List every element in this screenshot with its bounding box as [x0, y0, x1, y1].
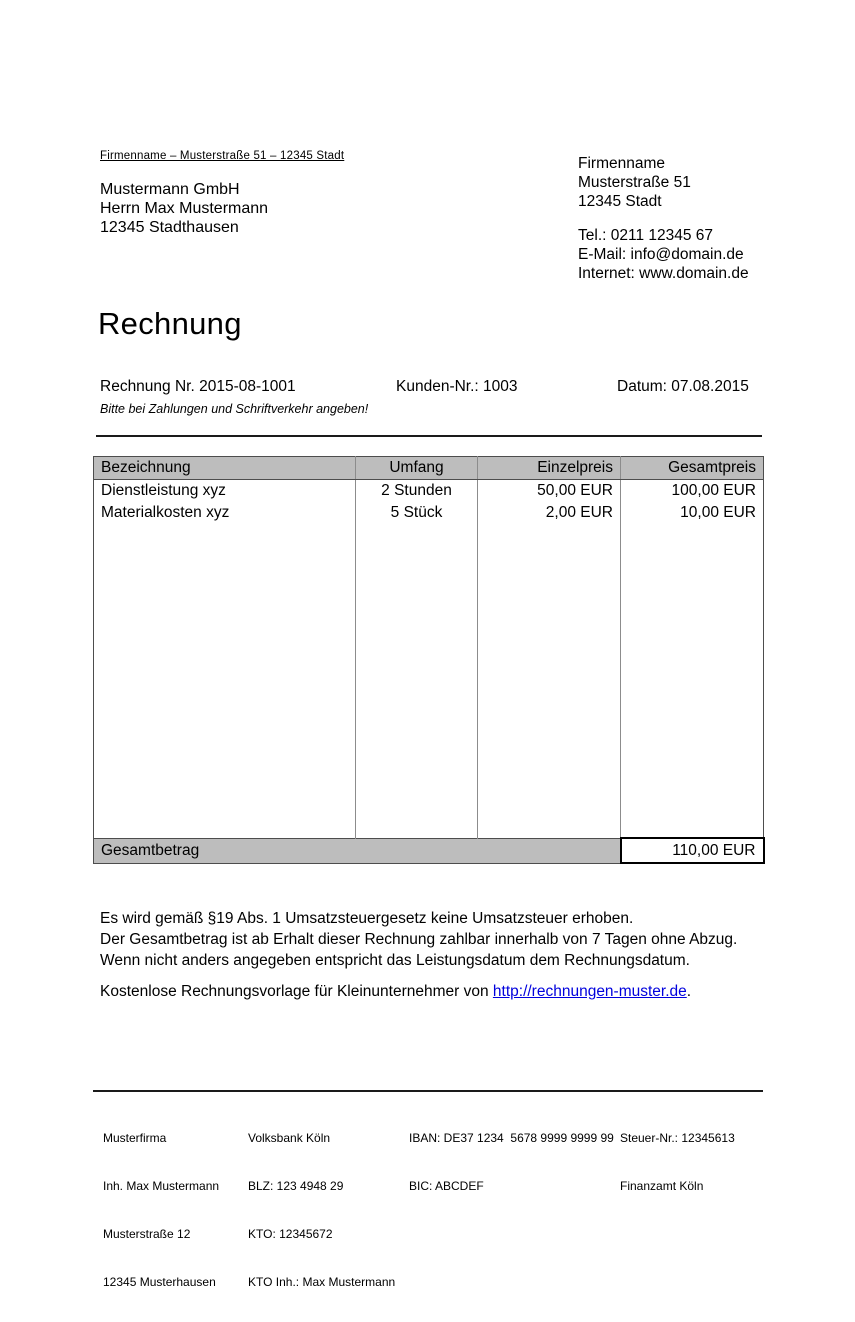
table-row	[94, 502, 764, 524]
cell-umfang: 2 Stunden	[356, 480, 478, 503]
recipient-address-block	[100, 180, 268, 237]
promo-period: .	[686, 983, 692, 1000]
footer-tax-office: Finanzamt Köln	[620, 1179, 704, 1193]
company-phone: Tel.: 0211 12345 67	[578, 227, 714, 244]
col-header-gesamtpreis: Gesamtpreis	[621, 457, 764, 480]
footer-kto: KTO: 12345672	[248, 1227, 333, 1241]
footer-company-column	[103, 1098, 219, 1322]
footer-owner: Inh. Max Mustermann	[103, 1179, 220, 1193]
customer-number: Kunden-Nr.: 1003	[396, 378, 518, 395]
payment-reference-note: Bitte bei Zahlungen und Schriftverkehr angeben!	[100, 402, 369, 416]
recipient-city: 12345 Stadthausen	[100, 219, 239, 236]
footer-tax-column	[620, 1098, 735, 1226]
promo-text: Kostenlose Rechnungsvorlage für Kleinunternehmer von	[100, 983, 493, 1000]
document-title: Rechnung	[98, 306, 242, 341]
cell-bezeichnung: Dienstleistung xyz	[101, 482, 226, 499]
footer-street: Musterstraße 12	[103, 1227, 191, 1241]
table-total-row	[94, 838, 764, 863]
footer-iban-column	[409, 1098, 614, 1226]
company-city: 12345 Stadt	[578, 193, 662, 210]
table-spacer-row	[94, 524, 764, 838]
line-items-table	[93, 456, 765, 864]
footer-bank-column	[248, 1098, 395, 1322]
cell-gesamtpreis: 100,00 EUR	[621, 480, 764, 503]
footer-iban: IBAN: DE37 1234 5678 9999 9999 99	[409, 1131, 614, 1145]
sender-return-address: Firmenname – Musterstraße 51 – 12345 Stadt	[100, 150, 345, 162]
invoice-number: Rechnung Nr. 2015-08-1001	[100, 378, 296, 395]
promo-link[interactable]: http://rechnungen-muster.de	[492, 983, 687, 1000]
cell-umfang: 5 Stück	[356, 502, 478, 524]
recipient-name: Mustermann GmbH	[100, 181, 240, 198]
template-promo-line	[100, 983, 691, 1001]
invoice-date: Datum: 07.08.2015	[617, 378, 749, 395]
footer-tax-number: Steuer-Nr.: 12345613	[620, 1131, 735, 1145]
table-header-row	[94, 457, 764, 480]
company-info-block	[578, 154, 749, 283]
cell-einzelpreis: 50,00 EUR	[478, 480, 621, 503]
col-header-einzelpreis: Einzelpreis	[478, 457, 621, 480]
terms-paragraph	[100, 908, 737, 971]
col-header-bezeichnung: Bezeichnung	[94, 457, 356, 480]
payment-terms-note: Der Gesamtbetrag ist ab Erhalt dieser Rechnung zahlbar innerhalb von 7 Tagen ohne Abzug.	[100, 931, 738, 948]
tax-exemption-note: Es wird gemäß §19 Abs. 1 Umsatzsteuergesetz keine Umsatzsteuer erhoben.	[100, 910, 634, 927]
cell-einzelpreis: 2,00 EUR	[478, 502, 621, 524]
company-email: E-Mail: info@domain.de	[578, 246, 744, 263]
col-header-umfang: Umfang	[356, 457, 478, 480]
company-address-group	[578, 154, 749, 211]
footer-kto-holder: KTO Inh.: Max Mustermann	[248, 1275, 396, 1289]
footer-blz: BLZ: 123 4948 29	[248, 1179, 344, 1193]
company-contact-group	[578, 226, 749, 283]
service-date-note: Wenn nicht anders angegeben entspricht das Leistungsdatum dem Rechnungsdatum.	[100, 952, 690, 969]
table-row	[94, 480, 764, 503]
total-amount: 110,00 EUR	[621, 838, 764, 863]
footer-bic: BIC: ABCDEF	[409, 1179, 484, 1193]
footer-company-name: Musterfirma	[103, 1131, 167, 1145]
footer-bank-name: Volksbank Köln	[248, 1131, 331, 1145]
cell-bezeichnung: Materialkosten xyz	[101, 504, 230, 521]
header-divider-line	[96, 435, 762, 437]
total-label: Gesamtbetrag	[94, 838, 621, 863]
company-website: Internet: www.domain.de	[578, 265, 749, 282]
footer-divider-line	[93, 1090, 763, 1092]
cell-gesamtpreis: 10,00 EUR	[621, 502, 764, 524]
recipient-contact-person: Herrn Max Mustermann	[100, 200, 269, 217]
company-street: Musterstraße 51	[578, 174, 691, 191]
company-name: Firmenname	[578, 155, 665, 172]
footer-city: 12345 Musterhausen	[103, 1275, 216, 1289]
